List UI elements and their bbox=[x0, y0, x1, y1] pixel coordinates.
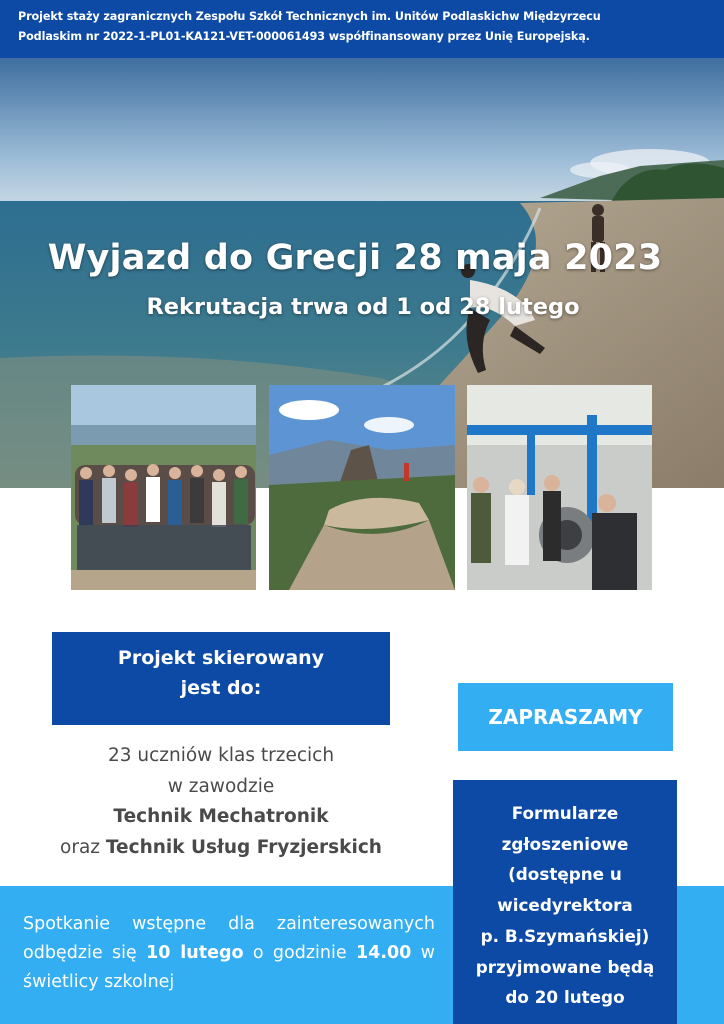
target-line-1: Projekt skierowany bbox=[117, 647, 325, 669]
meeting-time: 14.00 bbox=[355, 943, 412, 963]
forms-line: zgłoszeniowe bbox=[501, 833, 629, 854]
meteora-rocks-photo bbox=[269, 385, 455, 590]
hero-title: Wyjazd do Grecji 28 maja 2023 bbox=[47, 238, 663, 278]
forms-line: p. B.Szymańskiej) bbox=[480, 925, 650, 946]
forms-info-box bbox=[453, 780, 677, 1024]
forms-line: przyjmowane będą bbox=[475, 956, 655, 977]
audience-description bbox=[52, 741, 390, 863]
meeting-text bbox=[23, 910, 435, 997]
meeting-part-1: Spotkanie wstępne dla zainteresowanych odbędzie się bbox=[23, 914, 435, 963]
forms-line: Formularze bbox=[511, 803, 619, 823]
workshop-photo bbox=[467, 385, 652, 590]
forms-line: do 20 lutego bbox=[505, 987, 625, 1008]
project-target-box bbox=[52, 632, 390, 725]
forms-line: (dostępne u bbox=[508, 864, 622, 885]
header-line-2: Podlaskim nr 2022-1-PL01-KA121-VET-000061493 współfinansowany przez Unię Europejską. bbox=[18, 30, 590, 43]
hero-subtitle: Rekrutacja trwa od 1 od 28 lutego bbox=[146, 294, 580, 320]
audience-line-4 bbox=[52, 833, 390, 864]
header-line-1: Projekt staży zagranicznych Zespołu Szkół Technicznych im. Unitów Podlaskichw Międzyrzecu bbox=[18, 10, 601, 23]
meeting-date: 10 lutego bbox=[146, 943, 244, 963]
header-banner bbox=[0, 0, 724, 58]
group-photo-viewpoint bbox=[71, 385, 256, 590]
meeting-part-3: w świetlicy szkolnej bbox=[23, 943, 435, 992]
audience-line-2: w zawodzie bbox=[167, 775, 275, 797]
audience-line-1: 23 uczniów klas trzecich bbox=[107, 745, 335, 766]
audience-line-3: Technik Mechatronik bbox=[113, 806, 329, 827]
meeting-part-2: o godzinie bbox=[243, 943, 356, 963]
audience-line-4-prefix: oraz bbox=[60, 836, 106, 858]
forms-line: wicedyrektora bbox=[497, 895, 633, 916]
audience-line-4-bold: Technik Usług Fryzjerskich bbox=[105, 836, 382, 858]
invite-badge: ZAPRASZAMY bbox=[458, 683, 673, 751]
target-line-2: jest do: bbox=[180, 677, 262, 699]
